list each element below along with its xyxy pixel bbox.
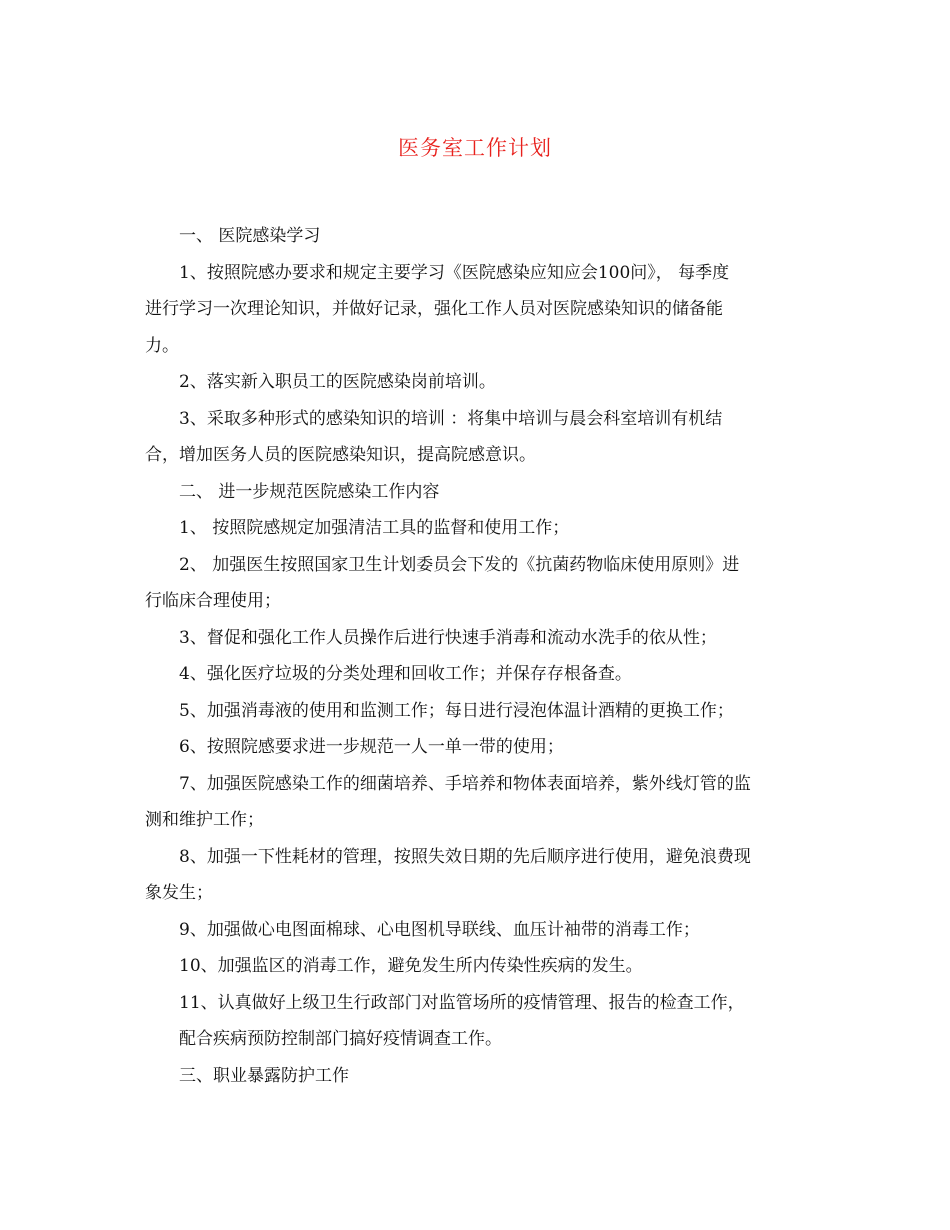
paragraph-line: 象发生； [145, 883, 213, 903]
paragraph-line: 10、加强监区的消毒工作，避免发生所内传染性疾病的发生。 [179, 956, 643, 976]
paragraph-line: 3、采取多种形式的感染知识的培训 ：将集中培训与晨会科室培训有机结 [179, 408, 723, 429]
section-heading: 三、职业暴露防护工作 [179, 1065, 349, 1086]
paragraph-line: 1、按照院感办要求和规定主要学习《医院感染应知应会100问》， 每季度 [179, 262, 730, 283]
section-heading: 二、 进一步规范医院感染工作内容 [179, 481, 440, 502]
paragraph-line: 合，增加医务人员的医院感染知识，提高院感意识。 [145, 445, 536, 465]
paragraph-line: 8、加强一下性耗材的管理，按照失效日期的先后顺序进行使用，避免浪费现 [179, 846, 751, 867]
paragraph-line: 2、 加强医生按照国家卫生计划委员会下发的《抗菌药物临床使用原则》进 [179, 554, 740, 575]
paragraph-line: 3、督促和强化工作人员操作后进行快速手消毒和流动水洗手的依从性； [179, 627, 717, 648]
paragraph-line: 力。 [145, 335, 179, 356]
paragraph-line: 2、落实新入职员工的医院感染岗前培训。 [179, 372, 496, 392]
paragraph-line: 4、强化医疗垃圾的分类处理和回收工作；并保存存根备查。 [179, 664, 632, 684]
paragraph-line: 测和维护工作； [145, 810, 264, 830]
paragraph-line: 7、加强医院感染工作的细菌培养、手培养和物体表面培养，紫外线灯管的监 [179, 773, 751, 794]
section-heading: 一、 医院感染学习 [179, 226, 321, 246]
document-body [145, 218, 813, 1094]
paragraph-line: 1、 按照院感规定加强清洁工具的监督和使用工作； [179, 518, 570, 538]
paragraph-line: 5、加强消毒液的使用和监测工作；每日进行浸泡体温计酒精的更换工作； [179, 700, 734, 721]
document-title: 医务室工作计划 [398, 136, 552, 160]
paragraph-line: 进行学习一次理论知识，并做好记录，强化工作人员对医院感染知识的储备能 [145, 299, 723, 319]
paragraph-line: 11、认真做好上级卫生行政部门对监管场所的疫情管理、报告的检查工作， [179, 992, 745, 1013]
paragraph-line: 9、加强做心电图面棉球、心电图机导联线、血压计袖带的消毒工作； [179, 919, 700, 940]
paragraph-line: 行临床合理使用； [145, 591, 281, 611]
paragraph-line: 6、按照院感要求进一步规范一人一单一带的使用； [179, 737, 564, 757]
paragraph-line: 配合疾病预防控制部门搞好疫情调查工作。 [179, 1029, 502, 1049]
